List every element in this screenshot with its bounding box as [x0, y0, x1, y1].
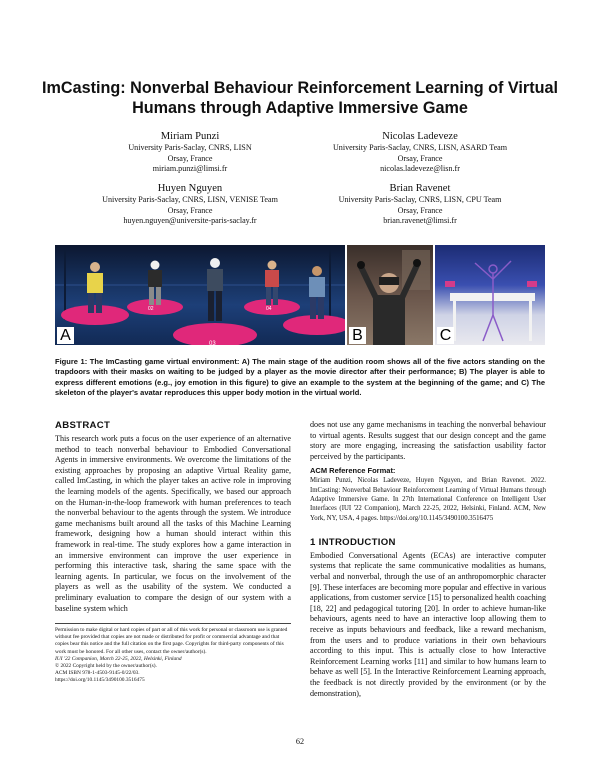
panel-label: B	[349, 327, 366, 344]
author-affiliation: University Paris-Saclay, CNRS, LISN, ASARD Team	[332, 143, 508, 152]
right-column	[310, 420, 546, 699]
abstract-heading: ABSTRACT	[55, 420, 111, 431]
venue: IUI '22 Companion, March 22-25, 2022, Helsinki, Finland	[55, 655, 182, 662]
author-affiliation: University Paris-Saclay, CNRS, LISN, VENISE Team	[102, 195, 278, 204]
trapdoor-label: 02	[148, 306, 154, 312]
page-number: 62	[295, 737, 305, 746]
figure-panel-b	[347, 245, 433, 345]
author-email: nicolas.ladeveze@lisn.fr	[380, 164, 460, 174]
trapdoor	[127, 299, 183, 315]
trapdoor-label: 03	[209, 341, 216, 345]
panel-label: A	[57, 327, 74, 344]
author-block	[95, 182, 285, 227]
author-affiliation: University Paris-Saclay, CNRS, LISN, CPU Team	[338, 195, 502, 204]
virtual-actor	[309, 266, 325, 319]
introduction-heading: 1 INTRODUCTION	[310, 536, 396, 548]
stage-illustration	[55, 245, 345, 345]
doi: https://doi.org/10.1145/3490100.3516475	[55, 677, 145, 684]
figure-caption: Figure 1: The ImCasting game virtual environment: A) The main stage of the audition room shows all of the five actors standing on the trapdoors with their masks on waiting to be judged by a player as the movie director after their performance; B) The player is able to express different emotions (e.g., joy emotion in this figure) to give an example to the system at the beginning of the game; and C) The skeleton of the player's avatar reproduces this upper body motion in the virtual world.	[55, 357, 545, 398]
isbn: ACM ISBN 978-1-4503-9145-0/22/03.	[55, 670, 140, 677]
permission-notice: Permission to make digital or hard copies of part or all of this work for personal or classroom use is granted without fee provided that copies are not made or distributed for profit or commercial advantage and that copies bear this notice and the full citation on the first page. Copyrights for third-party components of this work must be honored. For all other uses, contact the owner/author(s).	[55, 627, 288, 655]
author-affiliation: University Paris-Saclay, CNRS, LISN	[128, 143, 252, 152]
introduction-text: Embodied Conversational Agents (ECAs) are interactive computer systems that replicate the same communicative modalities as humans, verbal and nonverbal, through the use of an anthropomorphic character [9]. These interfaces are becoming more popular and effective in various applications, from customer service [15] to personalized health coaching [18, 22] and pedagogical tutoring [20]. In order to achieve human-like behaviours, agents need to have an interactive loop allowing them to receive as inputs behaviours and feedback, like a reward mechanism, from the users and to produce variations in their own behaviours according to this input. This is actually close to how Interactive Reinforcement Learning works [11] and similar to how humans learn to behave as well [5]. In the Interactive Reinforcement Learning approach, the feedback is not directly provided by the environment (or by the demonstration),	[310, 550, 546, 698]
author-location: Orsay, France	[167, 205, 213, 215]
virtual-actor	[148, 261, 162, 306]
abstract-continuation: does not use any game mechanisms in teaching the nonverbal behaviour to virtual agents. Results suggest that our design concept and the game story are more engaging, increasing the satisfaction usability factor perceived by the participants.	[310, 420, 546, 461]
reference-format-text: Miriam Punzi, Nicolas Ladeveze, Huyen Nguyen, and Brian Ravenet. 2022. ImCasting: Nonverbal Behaviour Reinforcement Learning of Virtual Humans through Adaptive Immersive Game. In 27th International Conference on Intelligent User Interfaces (IUI '22 Companion), March 22-25, 2022, Helsinki, Finland. ACM, New York, NY, USA, 4 pages. https://doi.org/10.1145/3490100.3516475	[310, 477, 546, 522]
copyright-footnote	[55, 623, 291, 685]
trapdoor	[61, 305, 129, 325]
author-block	[310, 130, 530, 175]
figure-panel-c	[435, 245, 545, 345]
left-column	[55, 420, 291, 614]
trapdoor	[244, 299, 300, 315]
figure-panel-a	[55, 245, 345, 345]
author-name: Nicolas Ladeveze	[382, 131, 458, 142]
author-location: Orsay, France	[167, 153, 213, 163]
author-name: Huyen Nguyen	[157, 183, 223, 194]
abstract-text: This research work puts a focus on the user experience of an alternative method to teach nonverbal behaviour to Embodied Conversational Agents in immersive environments. We overcome the limitations of the existing approaches by proposing an adaptive Virtual Reality game, called ImCasting, in which the player takes an active role in improving the learning models of the agents. Specifically, we based our approach on the Human-in-the-loop framework with human preferences to teach the nonverbal behaviour to the agents through the system. We introduce game mechanisms built around all the tasks of this Machine Learning framework, designing how a human should interact within this framework in real-time. The study explores how a game interaction in an immersive environment can improve the user experience in performing this interactive task, sharing the same space with the learning agents. In particular, we focus on the involvement of the players as well as the usability of the system. We conducted a preliminary evaluation to compare the design of our system with a baseline system which	[55, 434, 291, 613]
author-email: miriam.punzi@limsi.fr	[152, 164, 228, 174]
author-name: Brian Ravenet	[389, 183, 451, 194]
trapdoor-label: 04	[266, 306, 272, 312]
panel-label: C	[437, 327, 454, 344]
author-block	[310, 182, 530, 227]
author-block	[95, 130, 285, 175]
author-location: Orsay, France	[397, 153, 443, 163]
paper-title: ImCasting: Nonverbal Behaviour Reinforcement Learning of Virtual Humans through Adaptive Immersive Game	[42, 79, 558, 117]
author-name: Miriam Punzi	[160, 131, 220, 142]
virtual-actor	[265, 261, 279, 306]
copyright: © 2022 Copyright held by the owner/author(s).	[55, 663, 157, 670]
author-email: huyen.nguyen@universite-paris-saclay.fr	[123, 216, 257, 226]
author-email: brian.ravenet@limsi.fr	[383, 216, 457, 226]
virtual-actor	[207, 258, 223, 321]
author-location: Orsay, France	[397, 205, 443, 215]
reference-format-heading: ACM Reference Format:	[310, 466, 396, 476]
